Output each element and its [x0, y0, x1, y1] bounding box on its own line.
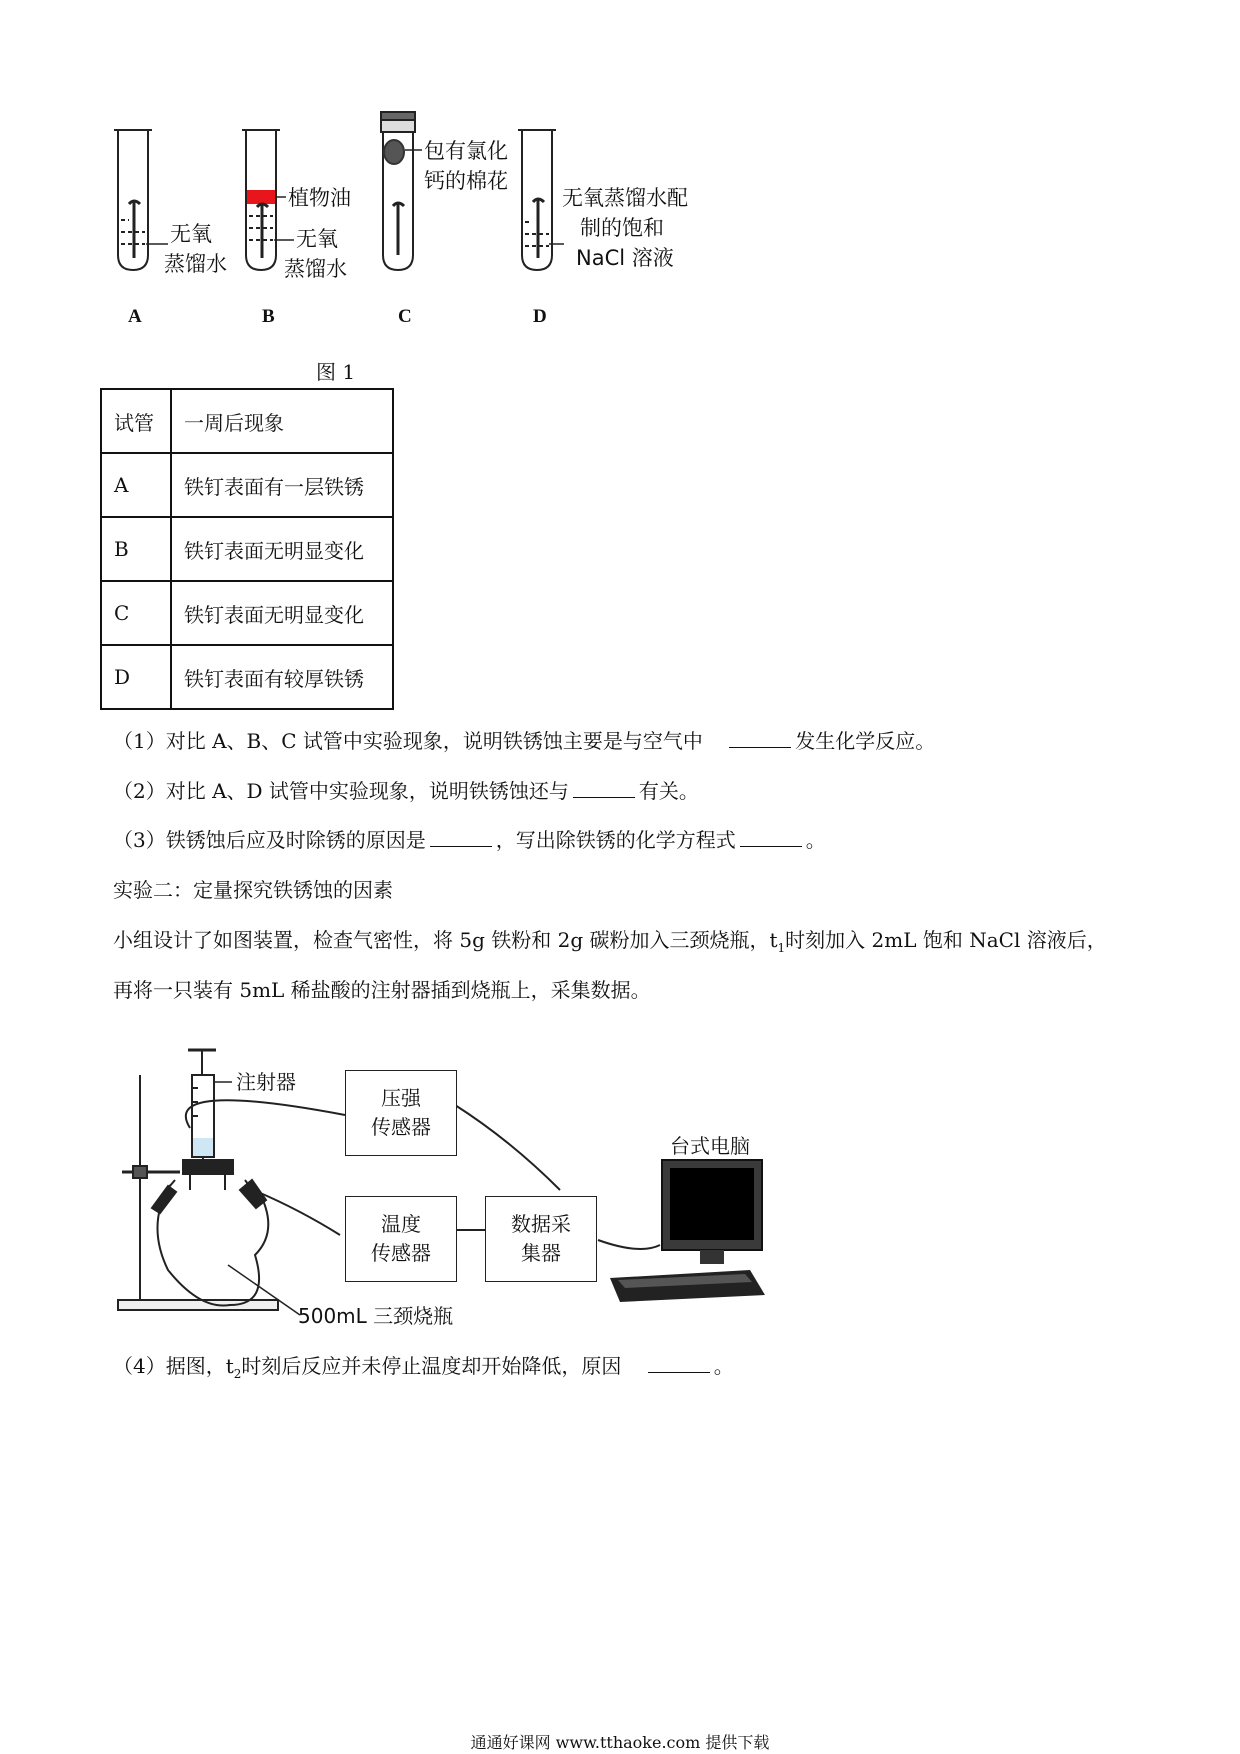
tube-d-icon — [518, 130, 564, 270]
q4-answer-blank[interactable] — [648, 1354, 710, 1373]
figure1-caption: 图 1 — [316, 360, 356, 384]
q3-text-end: 。 — [805, 828, 826, 852]
table-cell: C — [101, 581, 171, 645]
q4-text-mid: 时刻后反应并未停止温度却开始降低，原因 — [241, 1354, 622, 1378]
table-header-tube: 试管 — [101, 389, 171, 453]
t1-subscript: 1 — [777, 941, 786, 955]
page-footer: 通通好课网 www.tthaoke.com 提供下载 — [470, 1733, 770, 1752]
tube-b-water-label — [284, 224, 347, 284]
exp2-line1-end: 时刻加入 2mL 饱和 NaCl 溶液后， — [785, 928, 1107, 952]
q1-text: （1）对比 A、B、C 试管中实验现象，说明铁锈蚀主要是与空气中 — [113, 729, 703, 753]
collector-line1: 数据采 — [511, 1212, 571, 1236]
tube-b-line2: 蒸馏水 — [284, 257, 347, 281]
pressure-sensor-box — [345, 1070, 457, 1156]
data-collector-box — [485, 1196, 597, 1282]
tube-d-line2: 制的饱和 — [580, 216, 664, 240]
table-cell: 铁钉表面有一层铁锈 — [171, 453, 393, 517]
q1-answer-blank[interactable] — [729, 729, 791, 748]
computer-label: 台式电脑 — [670, 1134, 750, 1158]
syringe-label: 注射器 — [236, 1070, 296, 1094]
tube-c-line1: 包有氯化 — [424, 139, 508, 163]
q4-text-end: 。 — [713, 1354, 734, 1378]
tube-c-line2: 钙的棉花 — [424, 169, 508, 193]
tube-letter-d: D — [533, 306, 547, 327]
observation-table — [100, 388, 394, 710]
pressure-wire — [186, 1100, 345, 1128]
question-2 — [113, 775, 699, 804]
desktop-computer-icon — [610, 1160, 765, 1302]
table-cell: 铁钉表面无明显变化 — [171, 517, 393, 581]
q3-answer-blank-1[interactable] — [430, 828, 492, 847]
syringe-icon — [188, 1050, 232, 1170]
tube-letter-c: C — [398, 306, 412, 327]
temp-sensor-line2: 传感器 — [371, 1241, 431, 1265]
tube-d-label — [562, 183, 688, 273]
pressure-sensor-line2: 传感器 — [371, 1115, 431, 1139]
q2-text-end: 有关。 — [638, 779, 699, 803]
tube-d-line3: NaCl 溶液 — [576, 246, 674, 270]
pressure-to-collector-wire — [455, 1105, 560, 1190]
temp-wire — [258, 1192, 340, 1235]
tube-c-label — [424, 136, 508, 196]
table-header-row — [101, 389, 393, 453]
table-cell: A — [101, 453, 171, 517]
q1-text-end: 发生化学反应。 — [795, 729, 936, 753]
experiment2-title: 实验二：定量探究铁锈蚀的因素 — [113, 878, 393, 902]
tube-letter-a: A — [128, 306, 142, 327]
temperature-sensor-box — [345, 1196, 457, 1282]
tube-a-icon — [114, 130, 168, 270]
table-cell: D — [101, 645, 171, 709]
table-cell: 铁钉表面有较厚铁锈 — [171, 645, 393, 709]
q2-answer-blank[interactable] — [573, 779, 635, 798]
experiment2-line2: 再将一只装有 5mL 稀盐酸的注射器插到烧瓶上，采集数据。 — [113, 978, 651, 1002]
tube-a-line1: 无氧 — [170, 222, 212, 246]
flask-label: 500mL 三颈烧瓶 — [298, 1304, 454, 1328]
table-row — [101, 517, 393, 581]
tube-b-line1: 无氧 — [296, 227, 338, 251]
question-1 — [113, 725, 935, 754]
tube-b-icon — [242, 130, 294, 270]
tube-a-line2: 蒸馏水 — [164, 252, 227, 276]
pressure-sensor-line1: 压强 — [381, 1086, 421, 1110]
three-neck-flask-icon — [152, 1160, 268, 1306]
figure1-test-tubes — [0, 0, 1240, 360]
question-3 — [113, 824, 826, 853]
tube-letter-b: B — [262, 306, 275, 327]
experiment2-line1 — [113, 924, 1107, 955]
temp-sensor-line1: 温度 — [381, 1212, 421, 1236]
tube-b-oil-label: 植物油 — [288, 186, 351, 210]
table-header-phenomenon: 一周后现象 — [171, 389, 393, 453]
exp2-line1-text: 小组设计了如图装置，检查气密性，将 5g 铁粉和 2g 碳粉加入三颈烧瓶，t — [113, 928, 778, 952]
tube-a-label — [164, 219, 227, 279]
t2-subscript: 2 — [233, 1367, 242, 1381]
table-row — [101, 453, 393, 517]
table-row — [101, 581, 393, 645]
tube-d-line1: 无氧蒸馏水配 — [562, 186, 688, 210]
collector-to-pc-wire — [598, 1240, 660, 1249]
table-row — [101, 645, 393, 709]
q3-text: （3）铁锈蚀后应及时除锈的原因是 — [113, 828, 426, 852]
q4-text: （4）据图，t — [113, 1354, 234, 1378]
table-cell: 铁钉表面无明显变化 — [171, 581, 393, 645]
q3-text-mid: ，写出除铁锈的化学方程式 — [495, 828, 736, 852]
apparatus-diagram — [0, 1020, 800, 1340]
collector-line2: 集器 — [521, 1241, 561, 1265]
q2-text: （2）对比 A、D 试管中实验现象，说明铁锈蚀还与 — [113, 779, 569, 803]
q3-answer-blank-2[interactable] — [740, 828, 802, 847]
oil-layer — [247, 190, 275, 204]
tube-c-icon — [381, 112, 422, 270]
table-cell: B — [101, 517, 171, 581]
question-4 — [113, 1350, 734, 1381]
